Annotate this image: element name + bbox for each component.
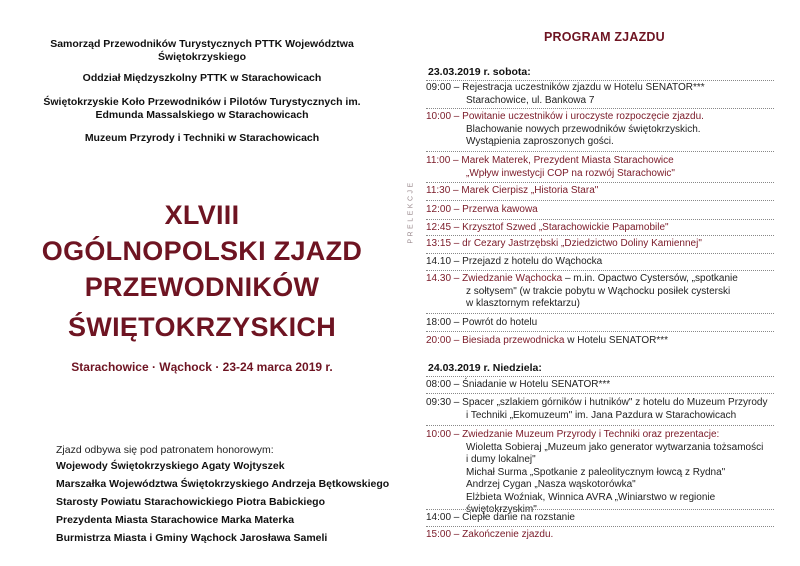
item-time-line: 14:00 – Ciepłe danie na rozstanie (426, 512, 575, 523)
schedule-item (426, 429, 778, 517)
separator (426, 151, 774, 152)
item-detail: Michał Surma „Spotkanie z paleolitycznym łowcą z Rydna" (466, 466, 726, 478)
schedule-item (426, 204, 778, 217)
separator (426, 253, 774, 254)
schedule-item (426, 82, 778, 107)
item-time-line: 12:45 – Krzysztof Szwed „Starachowickie Papamobile" (426, 222, 669, 233)
separator (426, 425, 774, 426)
day1-heading: 23.03.2019 r. sobota: (428, 66, 531, 78)
separator (426, 313, 774, 314)
organizer-4: Muzeum Przyrody i Techniki w Starachowicach (84, 132, 320, 144)
item-detail: Elżbieta Woźniak, Winnica AVRA „Winiarstwo w regionie świętokrzyskim" (466, 491, 716, 515)
schedule-item (426, 185, 778, 198)
patronage-intro: Zjazd odbywa się pod patronatem honorowym: (56, 444, 274, 456)
item-time-line: 10:00 – Zwiedzanie Muzeum Przyrody i Techniki oraz prezentacje: (426, 429, 720, 440)
item-time-line: 08:00 – Śniadanie w Hotelu SENATOR*** (426, 379, 611, 390)
item-time-line: 10:00 – Powitanie uczestników i uroczyste rozpoczęcie zjazdu. (426, 111, 704, 122)
item-time-line: 13:15 – dr Cezary Jastrzębski „Dziedzictwo Doliny Kamiennej" (426, 238, 702, 249)
schedule-item (426, 111, 778, 149)
schedule-item (426, 256, 778, 269)
prelekcje-text: PRELEKCJE (407, 180, 415, 244)
schedule-item (426, 529, 778, 542)
item-detail: z sołtysem" (w trakcie pobytu w Wąchocku posiłek cysterski (466, 285, 731, 297)
separator (426, 235, 774, 236)
item-detail: Starachowice, ul. Bankowa 7 (466, 94, 595, 106)
item-detail: Wioletta Sobieraj „Muzeum jako generator wytwarzania tożsamości (466, 441, 764, 453)
item-time-line: 14.10 – Przejazd z hotelu do Wąchocka (426, 256, 603, 267)
item-detail: i dumy lokalnej" (466, 454, 536, 465)
title-line-3: PRZEWODNIKÓW (84, 272, 320, 302)
title-line-1: XLVIII (164, 200, 240, 230)
item-detail: Blachowanie nowych przewodników świętokrzyskich. (466, 123, 701, 135)
item-highlight: 20:00 – Biesiada przewodnicka (426, 335, 565, 346)
day2-heading: 24.03.2019 r. Niedziela: (428, 362, 542, 374)
separator (426, 376, 774, 377)
schedule-item (426, 512, 778, 525)
item-time-line: 12:00 – Przerwa kawowa (426, 204, 538, 215)
separator (426, 80, 774, 81)
item-highlight: 14.30 – Zwiedzanie Wąchocka (426, 273, 563, 284)
place-date: Starachowice · Wąchock · 23-24 marca 2019 r. (71, 360, 333, 374)
schedule-item (426, 155, 778, 180)
item-time-line: 09:00 – Rejestracja uczestników zjazdu w Hotelu SENATOR*** (426, 82, 705, 93)
separator (426, 509, 774, 510)
patron-4: Prezydenta Miasta Starachowice Marka Materka (56, 514, 295, 526)
item-detail: „Wpływ inwestycji COP na rozwój Starachowic" (466, 167, 675, 179)
item-time-line (426, 273, 778, 286)
separator (426, 108, 774, 109)
title-line-4: ŚWIĘTOKRZYSKICH (67, 312, 336, 342)
title-line-2: OGÓLNOPOLSKI ZJAZD (41, 236, 363, 266)
separator (426, 526, 774, 527)
item-time-line: 09:30 – Spacer „szlakiem górników i hutników" z hotelu do Muzeum Przyrody (426, 397, 768, 408)
item-time-line (426, 335, 778, 348)
item-time-line: 11:00 – Marek Materek, Prezydent Miasta Starachowice (426, 155, 674, 166)
separator (426, 270, 774, 271)
program-title: PROGRAM ZJAZDU (544, 30, 665, 44)
schedule-item (426, 379, 778, 392)
organizer-2: Oddział Międzyszkolny PTTK w Starachowicach (82, 72, 322, 84)
patron-1: Wojewody Świętokrzyskiego Agaty Wojtyszek (56, 460, 285, 472)
separator (426, 200, 774, 201)
schedule-item (426, 335, 778, 348)
item-detail: i Techniki „Ekomuzeum" im. Jana Pazdura w Starachowicach (466, 409, 737, 421)
patron-5: Burmistrza Miasta i Gminy Wąchock Jarosława Sameli (56, 532, 328, 544)
item-rest: – m.in. Opactwo Cystersów, „spotkanie (562, 273, 738, 284)
schedule-item (426, 397, 778, 422)
item-rest: w Hotelu SENATOR*** (564, 335, 668, 346)
item-time-line: 18:00 – Powrót do hotelu (426, 317, 538, 328)
patron-3: Starosty Powiatu Starachowickiego Piotra Babickiego (56, 496, 325, 508)
item-detail: w klasztornym refektarzu) (466, 298, 580, 309)
organizer-1: Samorząd Przewodników Turystycznych PTTK Województwa Świętokrzyskiego (50, 38, 354, 63)
item-time-line: 15:00 – Zakończenie zjazdu. (426, 529, 554, 540)
separator (426, 393, 774, 394)
patron-2: Marszałka Województwa Świętokrzyskiego Andrzeja Bętkowskiego (56, 478, 390, 490)
item-detail: Wystąpienia zaproszonych gości. (466, 136, 614, 147)
prelekcje-side-label (404, 152, 418, 272)
separator (426, 219, 774, 220)
schedule-item (426, 238, 778, 251)
separator (426, 331, 774, 332)
schedule-item (426, 222, 778, 235)
item-detail: Andrzej Cygan „Nasza wąskotorówka" (466, 479, 636, 490)
organizer-3: Świętokrzyskie Koło Przewodników i Pilotów Turystycznych im. Edmunda Massalskiego w Starachowicach (43, 96, 361, 121)
schedule-item (426, 273, 778, 311)
schedule-item (426, 317, 778, 330)
separator (426, 182, 774, 183)
item-time-line: 11:30 – Marek Cierpisz „Historia Stara" (426, 185, 599, 196)
